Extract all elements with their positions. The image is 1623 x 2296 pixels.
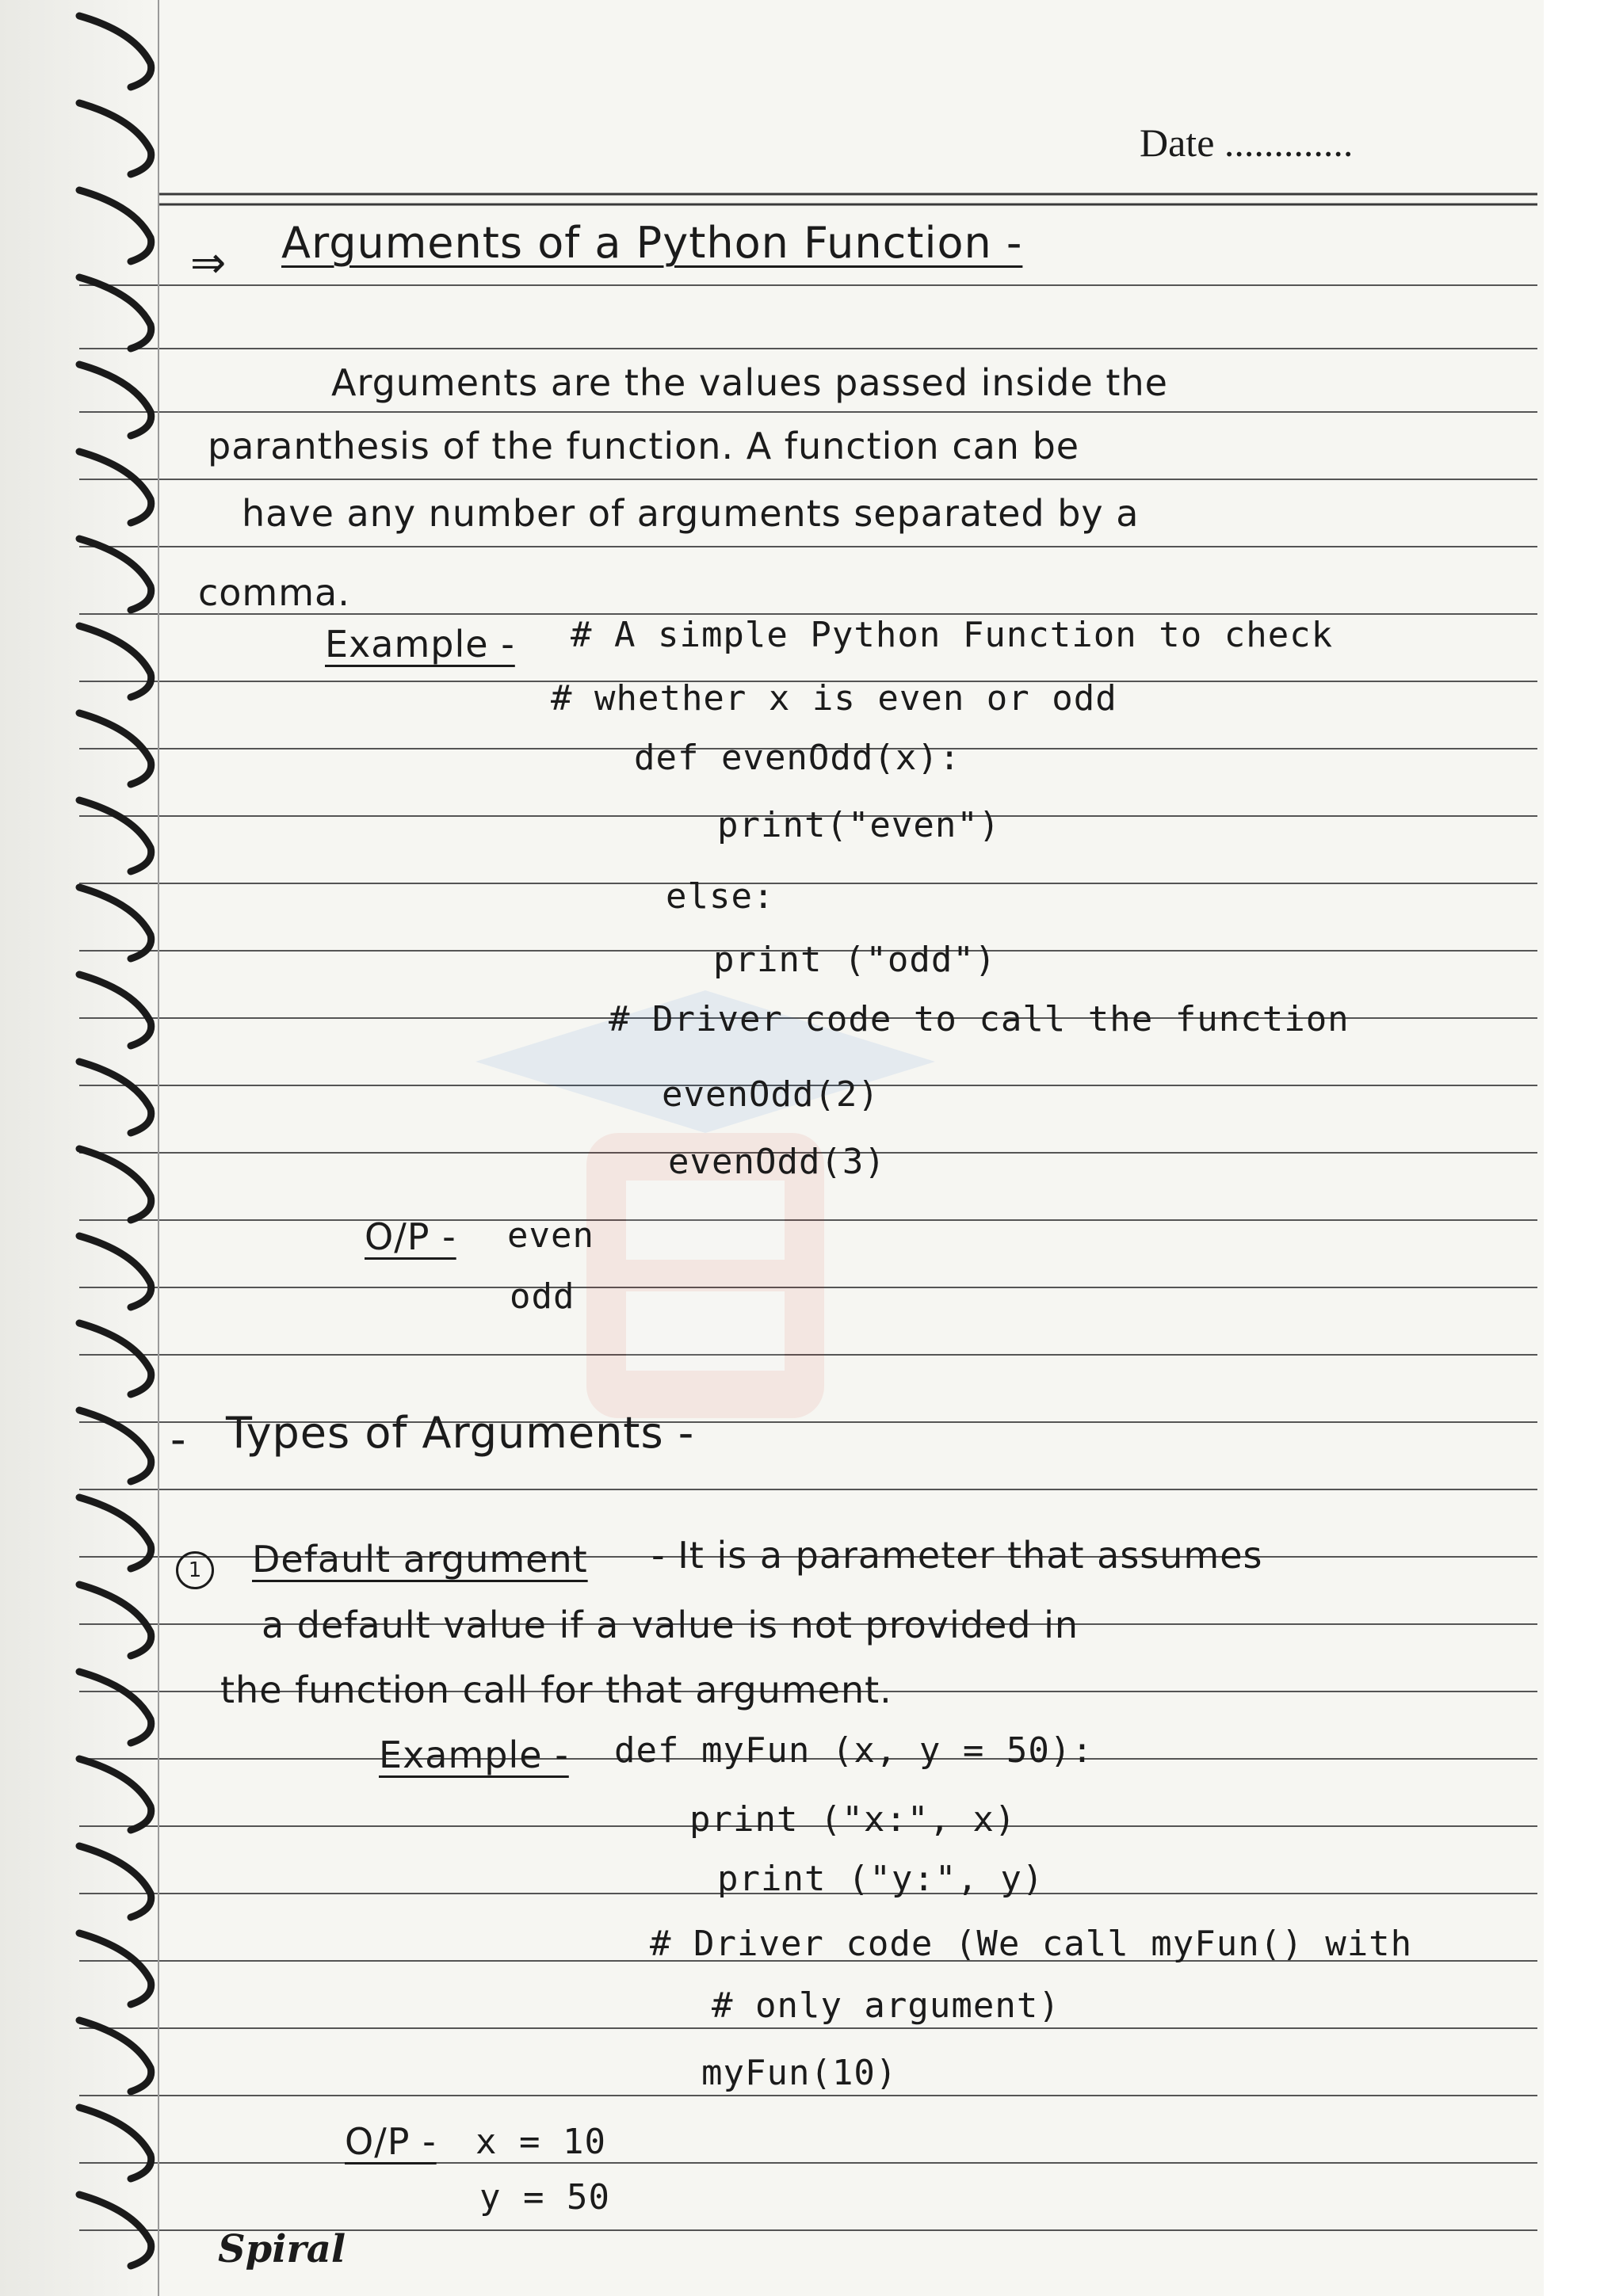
output-label: O/P - [365,1215,456,1258]
code-line: print("even") [717,805,1001,845]
code-line: def evenOdd(x): [634,738,961,778]
output-line: y = 50 [479,2177,610,2218]
heading-arrow: ⇒ [190,238,227,288]
example-label: Example - [325,623,515,666]
code-line: # Driver code to call the function [609,999,1350,1039]
code-line: print ("x:", x) [689,1799,1017,1840]
item-title: Default argument [252,1538,588,1581]
item-text-line: a default value if a value is not provided in [262,1604,1079,1646]
brand-logo: Spiral [218,2227,346,2271]
example-label: Example - [379,1733,569,1776]
paragraph-line: paranthesis of the function. A function can be [208,425,1080,467]
output-line: even [507,1215,594,1256]
code-line: # whether x is even or odd [551,678,1117,719]
item-text-line: - It is a parameter that assumes [651,1534,1263,1577]
code-line: print ("odd") [713,940,997,980]
code-line: # only argument) [712,1985,1060,2026]
code-line: evenOdd(2) [662,1074,880,1115]
output-line: odd [510,1276,575,1317]
code-line: def myFun (x, y = 50): [614,1730,1094,1771]
output-line: x = 10 [475,2122,606,2162]
item-text-line: the function call for that argument. [220,1669,892,1711]
code-line: # Driver code (We call myFun() with [650,1924,1413,1964]
output-label: O/P - [345,2120,437,2163]
paragraph-line: comma. [198,571,350,614]
paragraph-line: have any number of arguments separated by a [242,492,1140,535]
date-label: Date ............. [1140,120,1354,165]
section-heading: Arguments of a Python Function - [281,218,1023,268]
code-line: evenOdd(3) [668,1142,886,1182]
code-line: # A simple Python Function to check [571,615,1334,655]
watermark-logo [444,990,967,1434]
types-heading: Types of Arguments - [226,1408,695,1458]
code-line: else: [666,876,775,917]
item-number-circle: 1 [176,1551,214,1589]
code-line: print ("y:", y) [717,1859,1044,1899]
heading-dash: - [170,1414,187,1464]
paragraph-line: Arguments are the values passed inside the [331,361,1168,404]
code-line: myFun(10) [701,2053,898,2093]
